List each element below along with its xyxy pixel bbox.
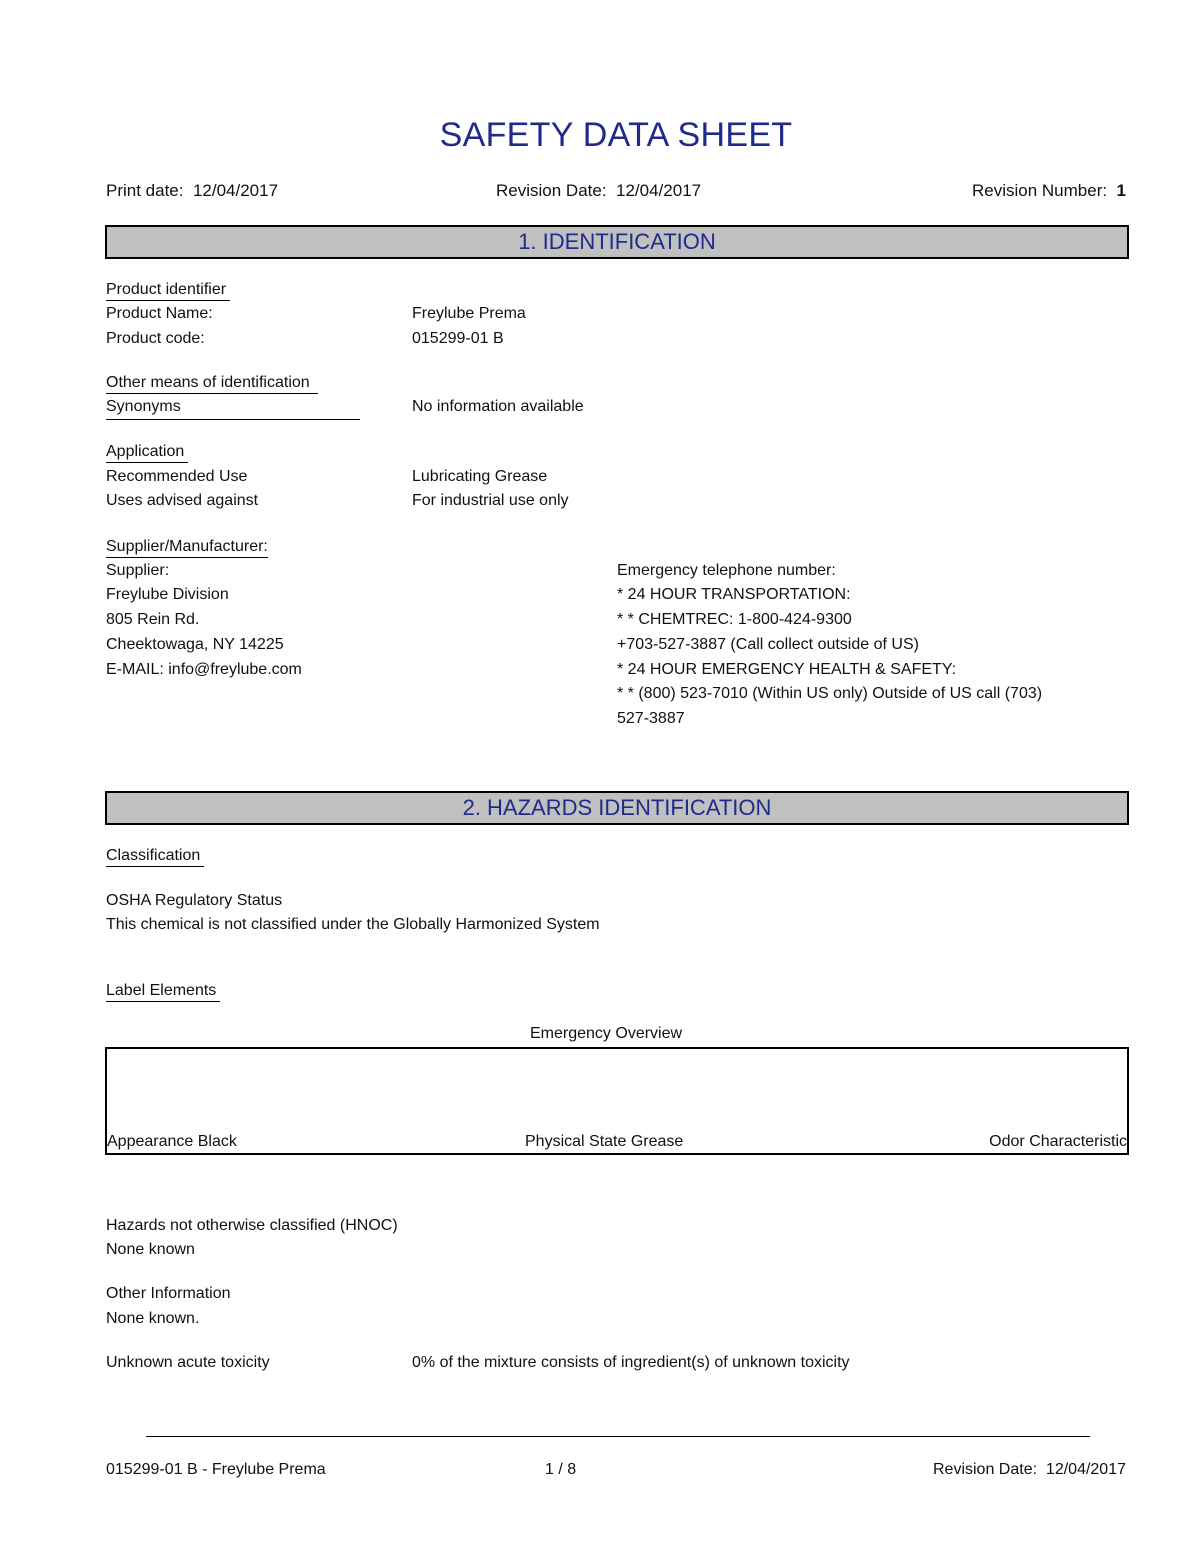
revision-date-label: Revision Date:: [496, 181, 607, 200]
other-means-heading: Other means of identification: [106, 374, 318, 394]
revision-date: [496, 181, 701, 201]
product-name-value: Freylube Prema: [412, 305, 526, 322]
product-code-value: 015299-01 B: [412, 330, 504, 347]
emergency-overview-title: Emergency Overview: [530, 1025, 683, 1042]
product-code-label: Product code:: [106, 330, 205, 347]
footer-revision-date-label: Revision Date:: [932, 1461, 1038, 1478]
section-1-header: [105, 225, 1129, 259]
hnoc-label: Hazards not otherwise classified (HNOC): [106, 1217, 398, 1234]
footer-revision-date: [933, 1461, 1126, 1479]
uses-advised-against-label: Uses advised against: [106, 492, 259, 509]
emergency-line: +703-527-3887 (Call collect outside of US): [617, 636, 919, 653]
label-elements-heading: Label Elements: [106, 982, 220, 1002]
hnoc-value: None known: [106, 1241, 195, 1258]
application-heading: Application: [106, 443, 188, 463]
product-identifier-heading: Product identifier: [106, 281, 230, 301]
revision-date-value: 12/04/2017: [616, 181, 702, 200]
emergency-phone-heading: Emergency telephone number:: [617, 562, 836, 579]
supplier-company: Freylube Division: [106, 586, 229, 603]
emergency-line: * * CHEMTREC: 1-800-424-9300: [617, 611, 852, 628]
supplier-street: 805 Rein Rd.: [106, 611, 200, 628]
footer-page-number: 1 / 8: [545, 1461, 577, 1478]
revision-number-value: 1: [1116, 181, 1126, 200]
product-name-label: Product Name:: [106, 305, 213, 322]
other-information-label: Other Information: [106, 1285, 231, 1302]
print-date: [106, 181, 278, 201]
odor: Odor Characteristic: [989, 1133, 1127, 1150]
section-2-title: 2. HAZARDS IDENTIFICATION: [462, 795, 772, 820]
acute-toxicity-label: Unknown acute toxicity: [106, 1354, 270, 1371]
supplier-heading: Supplier/Manufacturer:: [106, 538, 268, 558]
section-1-title: 1. IDENTIFICATION: [518, 229, 716, 254]
revision-number: [972, 181, 1126, 201]
document-title: SAFETY DATA SHEET: [439, 116, 793, 154]
uses-advised-against-value: For industrial use only: [412, 492, 569, 509]
footer-product: 015299-01 B - Freylube Prema: [106, 1461, 326, 1478]
supplier-city: Cheektowaga, NY 14225: [106, 636, 284, 653]
print-date-value: 12/04/2017: [192, 181, 279, 200]
recommended-use-value: Lubricating Grease: [412, 468, 548, 485]
osha-status-label: OSHA Regulatory Status: [106, 892, 283, 909]
section-2-header: [105, 791, 1129, 825]
synonyms-value: No information available: [412, 398, 584, 415]
emergency-line: 527-3887: [617, 710, 685, 727]
supplier-email: E-MAIL: info@freylube.com: [106, 661, 302, 678]
emergency-line: * * (800) 523-7010 (Within US only) Outside of US call (703): [617, 685, 1043, 702]
other-information-value: None known.: [106, 1310, 200, 1327]
acute-toxicity-value: 0% of the mixture consists of ingredient(s) of unknown toxicity: [412, 1354, 850, 1371]
revision-number-label: Revision Number:: [971, 181, 1108, 200]
physical-state: Physical State Grease: [525, 1133, 684, 1150]
footer-revision-date-value: 12/04/2017: [1045, 1461, 1126, 1478]
emergency-overview-box: [105, 1047, 1129, 1155]
recommended-use-label: Recommended Use: [106, 468, 248, 485]
synonyms-underline: [106, 419, 360, 420]
appearance: Appearance Black: [107, 1133, 237, 1150]
classification-heading: Classification: [106, 847, 204, 867]
emergency-line: * 24 HOUR TRANSPORTATION:: [617, 586, 851, 603]
footer-divider: [146, 1436, 1090, 1437]
print-date-label: Print date:: [106, 181, 184, 200]
osha-status-text: This chemical is not classified under the Globally Harmonized System: [106, 916, 600, 933]
synonyms-label: Synonyms: [106, 398, 181, 415]
emergency-line: * 24 HOUR EMERGENCY HEALTH & SAFETY:: [617, 661, 957, 678]
supplier-label: Supplier:: [106, 562, 170, 579]
